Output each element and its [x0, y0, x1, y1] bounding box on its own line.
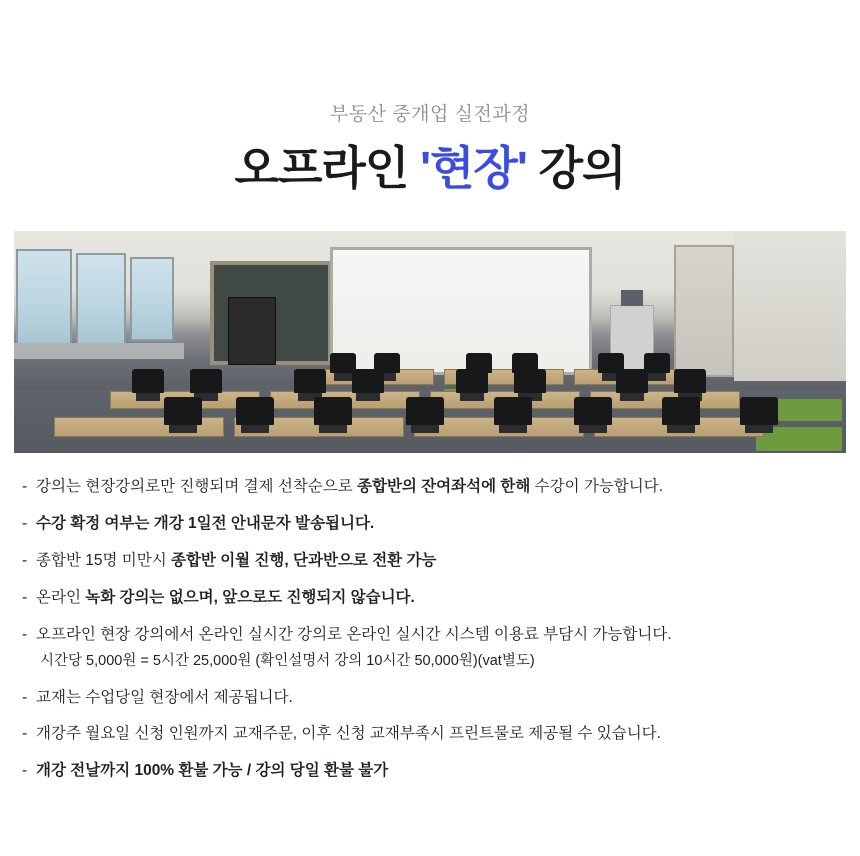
note-bold: 종합반 이월 진행, 단과반으로 전환 가능 [170, 552, 437, 570]
list-item-text [36, 688, 838, 709]
chair [406, 397, 444, 425]
window-sill [14, 343, 184, 359]
list-item [22, 761, 838, 782]
list-item-text [36, 724, 838, 745]
list-item-text [36, 761, 838, 782]
note-lead: 강의는 현장강의로만 진행되며 결제 선착순으로 [36, 478, 357, 496]
chair [514, 369, 546, 393]
note-lead: 종합반 15명 미만시 [36, 552, 171, 570]
notes-list [22, 477, 838, 782]
chair [190, 369, 222, 393]
chair [352, 369, 384, 393]
list-item [22, 477, 838, 498]
note-bold: 녹화 강의는 없으며, 앞으로도 진행되지 않습니다. [85, 589, 415, 607]
bullet-dash: - [22, 478, 28, 496]
speaker-icon [228, 297, 276, 365]
list-item [22, 588, 838, 609]
bullet-dash: - [22, 688, 28, 706]
bullet-dash: - [22, 762, 28, 780]
window-icon [76, 253, 126, 345]
page-title-after: 강의 [526, 141, 626, 194]
page-title-accent: '현장' [420, 141, 527, 194]
note-bold: 개강 전날까지 100% 환불 가능 / 강의 당일 환불 불가 [36, 762, 389, 780]
note-bold: 수강 확정 여부는 개강 1일전 안내문자 발송됩니다. [36, 515, 375, 533]
page-title-before: 오프라인 [234, 141, 421, 194]
chair [236, 397, 274, 425]
window-icon [16, 249, 72, 345]
chair [164, 397, 202, 425]
list-item [22, 514, 838, 535]
note-subtext: 시간당 5,000원 = 5시간 25,000원 (확인설명서 강의 10시간 50,000원)(vat별도) [40, 653, 535, 669]
list-item-text [36, 588, 838, 609]
chair [662, 397, 700, 425]
page-kicker: 부동산 중개업 실전과정 [329, 104, 531, 125]
chair [456, 369, 488, 393]
chair [494, 397, 532, 425]
bullet-dash: - [22, 515, 28, 533]
page-header [0, 0, 860, 193]
note-tail: 수강이 가능합니다. [530, 478, 664, 496]
list-item [22, 724, 838, 745]
list-item [22, 625, 838, 671]
chair [674, 369, 706, 393]
note-lead: 개강주 월요일 신청 인원까지 교재주문, 이후 신청 교재부족시 프린트물로 제공될 수 있습니다. [36, 725, 661, 743]
chair [132, 369, 164, 393]
right-wall [734, 231, 846, 381]
note-lead: 교재는 수업당일 현장에서 제공됩니다. [36, 688, 293, 706]
list-item-text [36, 477, 838, 498]
door-icon [674, 245, 734, 377]
bullet-dash: - [22, 626, 28, 644]
chair [314, 397, 352, 425]
list-item-text [36, 514, 838, 535]
note-bold: 종합반의 잔여좌석에 한해 [357, 478, 531, 496]
note-lead: 오프라인 현장 강의에서 온라인 실시간 강의로 온라인 실시간 시스템 이용료 부담시 가능합니다. [36, 626, 672, 644]
chair [294, 369, 326, 393]
bullet-dash: - [22, 725, 28, 743]
list-item [22, 688, 838, 709]
chair [740, 397, 778, 425]
list-item-text [36, 551, 838, 572]
note-lead: 온라인 [36, 589, 86, 607]
chair [616, 369, 648, 393]
list-item [22, 551, 838, 572]
classroom-photo-scene [14, 231, 846, 453]
window-icon [130, 257, 174, 341]
classroom-photo [14, 231, 846, 453]
list-item-text [36, 625, 838, 671]
projection-screen [330, 247, 592, 375]
chair [574, 397, 612, 425]
bullet-dash: - [22, 589, 28, 607]
page-title [0, 143, 860, 194]
bullet-dash: - [22, 552, 28, 570]
